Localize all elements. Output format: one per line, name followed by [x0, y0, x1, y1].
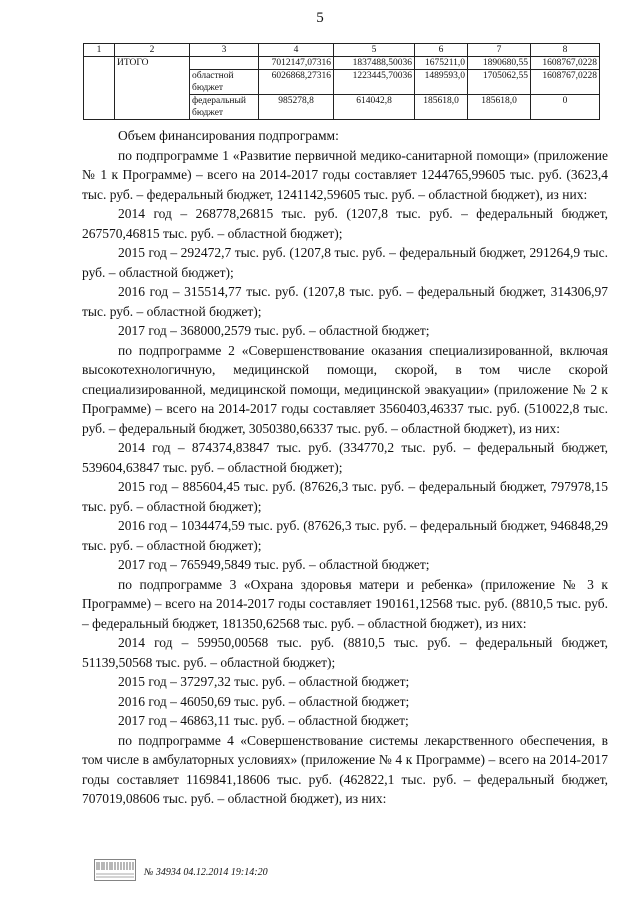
page-number: 5: [316, 10, 324, 26]
table-header-cell: 1: [84, 44, 115, 57]
paragraph: 2017 год – 765949,5849 тыс. руб. – областной бюджет;: [118, 557, 430, 572]
table-cell: 1890680,55: [468, 57, 531, 70]
table-cell: [84, 57, 115, 120]
table-cell: 185618,0: [468, 95, 531, 120]
paragraph: 2017 год – 368000,2579 тыс. руб. – областной бюджет;: [118, 323, 430, 338]
table-header-cell: 4: [259, 44, 334, 57]
document-stamp-number: № 34934 04.12.2014 19:14:20: [144, 867, 268, 878]
funding-source: федеральный бюджет: [190, 95, 259, 120]
paragraph: 2015 год – 292472,7 тыс. руб. (1207,8 тыс. руб. – федеральный бюджет, 291264,9 тыс. руб. – областной бюджет);: [82, 245, 608, 280]
paragraph: 2014 год – 59950,00568 тыс. руб. (8810,5 тыс. руб. – федеральный бюджет, 51139,50568 тыс. руб. – областной бюджет);: [82, 635, 608, 670]
table-cell: 6026868,27316: [259, 70, 334, 95]
paragraph: 2014 год – 268778,26815 тыс. руб. (1207,8 тыс. руб. – федеральный бюджет, 267570,46815 тыс. руб. – областной бюджет);: [82, 206, 608, 241]
table-cell: 1223445,70036: [334, 70, 415, 95]
table-cell: 185618,0: [415, 95, 468, 120]
funding-source: областной бюджет: [190, 70, 259, 95]
paragraph: по подпрограмме 1 «Развитие первичной медико-санитарной помощи» (приложение № 1 к Программе) – всего на 2014-2017 годы составляет 1244765,99605 тыс. руб. (3623,4 тыс. руб. – федеральный бюджет, 1241142,59605 тыс. руб. – областной бюджет), из них:: [82, 147, 608, 202]
table-header-cell: 3: [190, 44, 259, 57]
table-cell: 1489593,0: [415, 70, 468, 95]
paragraph: Объем финансирования подпрограмм:: [118, 128, 339, 143]
table-cell: 1705062,55: [468, 70, 531, 95]
paragraph: 2017 год – 46863,11 тыс. руб. – областной бюджет;: [118, 713, 409, 728]
document-body: [82, 126, 608, 809]
table-cell: 1608767,0228: [531, 70, 600, 95]
table-header-cell: 5: [334, 44, 415, 57]
paragraph: 2016 год – 315514,77 тыс. руб. (1207,8 тыс. руб. – федеральный бюджет, 314306,97 тыс. руб. – областной бюджет);: [82, 284, 608, 319]
barcode-stamp-icon: [94, 857, 136, 883]
table-cell: 1675211,0: [415, 57, 468, 70]
table-cell: 1837488,50036: [334, 57, 415, 70]
table-cell: 985278,8: [259, 95, 334, 120]
funding-source: [190, 57, 259, 70]
table-header-cell: 6: [415, 44, 468, 57]
paragraph: 2015 год – 885604,45 тыс. руб. (87626,3 тыс. руб. – федеральный бюджет, 797978,15 тыс. руб. – областной бюджет);: [82, 479, 608, 514]
paragraph: по подпрограмме 4 «Совершенствование системы лекарственного обеспечения, в том числе в амбулаторных условиях» (приложение № 4 к Программе) – всего на 2014-2017 годы составляет 1169841,18606 тыс. руб. (462822,1 тыс. руб. – федеральный бюджет, 707019,08606 тыс. руб. – областной бюджет), из них:: [82, 732, 608, 806]
paragraph: 2016 год – 46050,69 тыс. руб. – областной бюджет;: [118, 693, 410, 709]
table-cell: 1608767,0228: [531, 57, 600, 70]
table-cell: 7012147,07316: [259, 57, 334, 70]
table-header-cell: 2: [115, 44, 190, 57]
table-header-row: [84, 44, 600, 57]
table-row: [84, 57, 600, 70]
budget-table: [83, 43, 600, 120]
paragraph: по подпрограмме 3 «Охрана здоровья матери и ребенка» (приложение № 3 к Программе) – всего на 2014-2017 годы составляет 190161,12568 тыс. руб. (8810,5 тыс. руб. – федеральный бюджет, 181350,62568 тыс. руб. – областной бюджет), из них:: [82, 576, 608, 631]
table-cell: 614042,8: [334, 95, 415, 120]
table-cell: 0: [531, 95, 600, 120]
table-header-cell: 7: [468, 44, 531, 57]
total-label: ИТОГО: [115, 57, 190, 120]
paragraph: 2015 год – 37297,32 тыс. руб. – областной бюджет;: [118, 674, 410, 689]
table-header-cell: 8: [531, 44, 600, 57]
paragraph: по подпрограмме 2 «Совершенствование оказания специализированной, включая высокотехнологичную, медицинской помощи, скорой, в том числе скорой специализированной, медицинской помощи, медицинской эвакуации» (приложение № 2 к Программе) – всего на 2014-2017 годы составляет 3560403,46337 тыс. руб. (510022,8 тыс. руб. – федеральный бюджет, 3050380,66337 тыс. руб. – областной бюджет), из них:: [82, 342, 608, 436]
paragraph: 2014 год – 874374,83847 тыс. руб. (334770,2 тыс. руб. – федеральный бюджет, 539604,63847 тыс. руб. – областной бюджет);: [82, 440, 608, 475]
paragraph: 2016 год – 1034474,59 тыс. руб. (87626,3 тыс. руб. – федеральный бюджет, 946848,29 тыс. руб. – областной бюджет);: [82, 518, 608, 553]
